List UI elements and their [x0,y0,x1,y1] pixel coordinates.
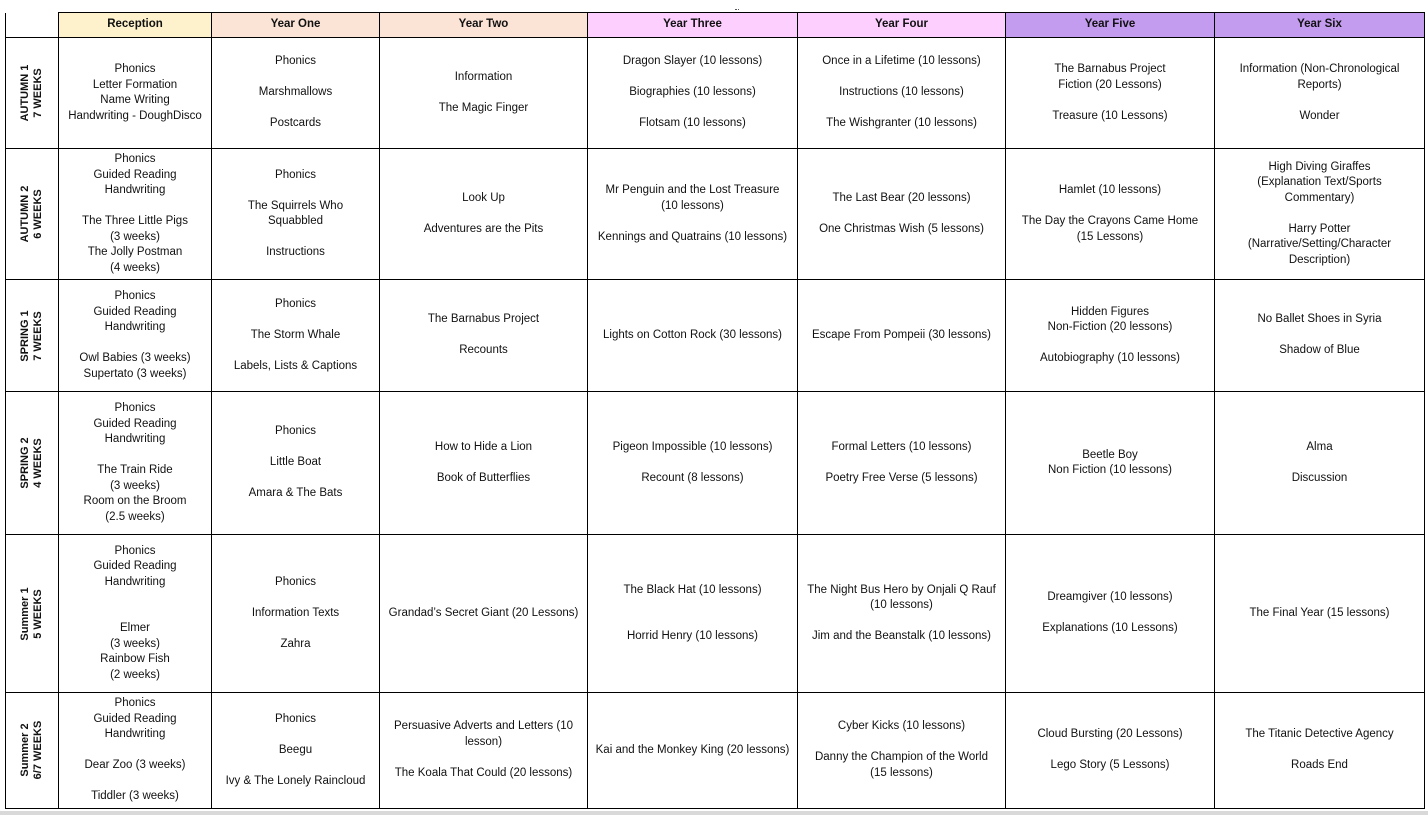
cell-line: The Wishgranter (10 lessons) [826,117,977,130]
term-label-line: 6 WEEKS [32,189,44,239]
unit-cell [380,693,588,809]
cell-line: Autobiography (10 lessons) [1040,352,1180,364]
cell-line: Look Up [462,191,505,204]
term-label [19,65,45,122]
cell-line [216,758,375,774]
cell-line: Letter Formation [92,78,178,91]
cell-line: Amara & The Bats [248,487,343,500]
term-label-cell [6,392,59,535]
cell-line: Roads End [1291,759,1348,771]
cell-line: Guided Reading [93,168,177,181]
cell-line: Phonics [275,55,316,68]
cell-line: Handwriting [104,433,166,445]
term-label-line: 7 WEEKS [32,68,44,118]
unit-cell [1215,149,1425,280]
table-row [6,280,1425,392]
term-label-cell [6,38,59,149]
cell-line: Explanations (10 Lessons) [1042,622,1178,635]
cell-line: Hamlet (10 lessons) [1058,184,1162,196]
cell-line: (2 weeks) [110,668,160,681]
cell-line [802,455,1001,471]
cell-line: Flotsam (10 lessons) [639,117,746,130]
cell-line [592,598,793,614]
cell-line: Treasure (10 Lessons) [1052,109,1168,122]
cell-line [1010,93,1210,109]
cell-line: Labels, Lists & Captions [233,359,358,372]
cell-line [1010,606,1210,622]
cell-line: Kennings and Quatrains (10 lessons) [597,230,788,243]
table-body [6,38,1425,809]
cell-line: Horrid Henry (10 lessons) [626,630,758,642]
unit-cell [1006,149,1215,280]
unit-cell [798,38,1006,149]
cell-line: Tiddler (3 weeks) [91,790,179,802]
unit-cell [212,38,380,149]
term-label-cell [6,693,59,809]
unit-cell [1006,535,1215,693]
cell-line [592,455,793,471]
cell-line: Phonics [114,697,156,709]
cell-line: Phonics [114,402,156,414]
cell-line: Description) [1288,253,1351,266]
cell-line: The Titanic Detective Agency [1245,728,1394,740]
cell-line: Instructions [266,246,325,258]
cell-line: Kai and the Monkey King (20 lessons) [595,743,790,756]
cell-line: Guided Reading [93,417,177,430]
term-label-line: 4 WEEKS [32,438,44,488]
term-label [19,587,45,640]
unit-cell [1215,38,1425,149]
cell-line [802,206,1001,222]
cell-line [384,455,583,471]
unit-cell [380,280,588,392]
unit-cell [212,392,380,535]
top-dot-mark [735,6,739,10]
cell-line [63,590,207,606]
cell-line: Guided Reading [93,712,177,725]
column-header-year-two: Year Two [380,13,588,38]
cell-line: Discussion [1291,471,1348,484]
cell-line: (Narrative/Setting/Character [1247,238,1392,251]
cell-line: Recount (8 lessons) [641,471,744,484]
column-header-year-three: Year Three [588,13,798,38]
cell-line [1219,455,1420,471]
cell-line: Reports) [1297,78,1342,91]
unit-cell [380,149,588,280]
cell-line: Lego Story (5 Lessons) [1050,759,1170,771]
cell-line: No Ballet Shoes in Syria [1257,313,1382,326]
cell-line [216,590,375,606]
cell-line: Handwriting [104,728,166,740]
unit-cell [212,149,380,280]
cell-line: Name Writing [100,94,170,106]
cell-line [216,471,375,487]
unit-cell [59,392,212,535]
cell-line [63,743,207,759]
unit-cell [1215,693,1425,809]
term-label-cell [6,149,59,280]
unit-cell [380,535,588,693]
term-label-line: AUTUMN 2 [19,185,31,243]
cell-line: Grandad’s Secret Giant (20 Lessons) [388,606,579,619]
cell-line [802,101,1001,117]
cell-line [592,614,793,630]
cell-line: Handwriting [104,321,166,333]
unit-cell [380,392,588,535]
unit-cell [59,38,212,149]
cell-line [592,101,793,117]
cell-line: The Night Bus Hero by Onjali Q Rauf [807,583,996,596]
cell-line: Guided Reading [93,560,177,573]
cell-line: The Barnabus Project [1054,63,1166,75]
cell-line [63,606,207,622]
cell-line: The Final Year (15 lessons) [1249,606,1390,619]
unit-cell [1006,392,1215,535]
cell-line [802,735,1001,751]
term-label-line: 5 WEEKS [32,588,44,639]
cell-line: The Squirrels Who [247,199,344,212]
cell-line: Handwriting [104,184,166,196]
cell-line: Guided Reading [93,305,177,318]
unit-cell [59,535,212,693]
unit-cell [1215,392,1425,535]
term-label [19,310,45,361]
cell-line: Squabbled [268,215,323,227]
cell-line [1010,336,1210,352]
unit-cell [1006,38,1215,149]
unit-cell [212,535,380,693]
unit-cell [798,693,1006,809]
cell-line: How to Hide a Lion [434,440,533,453]
cell-line: Once in a Lifetime (10 lessons) [822,55,981,68]
cell-line [1219,206,1420,222]
term-label-line: SPRING 2 [19,437,31,489]
cell-line: lesson) [464,735,503,748]
cell-line [1010,199,1210,215]
cell-line [384,206,583,222]
cell-line [384,85,583,101]
cell-line: Owl Babies (3 weeks) [79,352,191,364]
cell-line: Non Fiction (10 lessons) [1048,464,1172,476]
cell-line [216,101,375,117]
cell-line [216,70,375,86]
cell-line: Formal Letters (10 lessons) [831,440,972,453]
unit-cell [798,149,1006,280]
cell-line [802,614,1001,630]
cell-line [592,214,793,230]
cell-line: Biographies (10 lessons) [629,86,756,99]
cell-line [216,183,375,199]
unit-cell [380,38,588,149]
column-header-reception: Reception [59,13,212,38]
cell-line: (3 weeks) [110,230,160,243]
term-label-line: Summer 1 [19,586,31,641]
cell-line: Phonics [114,153,156,165]
cell-line: (Explanation Text/Sports [1257,176,1382,189]
cell-line: Room on the Broom [83,495,187,507]
cell-line: Lights on Cotton Rock (30 lessons) [603,328,782,341]
unit-cell [798,535,1006,693]
cell-line: (15 lessons) [870,766,933,779]
cell-line: (3 weeks) [110,637,160,650]
cell-line [1219,743,1420,759]
column-header-year-four: Year Four [798,13,1006,38]
term-label-line: 7 WEEKS [32,310,44,361]
cell-line: Cyber Kicks (10 lessons) [837,720,966,733]
curriculum-table [5,12,1425,809]
cell-line: Instructions (10 lessons) [839,86,964,99]
unit-cell [798,280,1006,392]
table-row [6,38,1425,149]
cell-line: Marshmallows [258,86,333,99]
bottom-scroll-area [0,811,1428,815]
cell-line [592,70,793,86]
cell-line: Persuasive Adverts and Letters (10 [394,720,573,733]
term-label [19,186,45,243]
cell-line: Dear Zoo (3 weeks) [84,759,186,771]
cell-line: Phonics [275,712,316,725]
cell-line: Recounts [459,344,508,357]
cell-line: Dragon Slayer (10 lessons) [622,55,763,68]
cell-line [216,727,375,743]
cell-line: The Storm Whale [250,328,341,341]
term-label [19,437,45,488]
term-label-line: SPRING 1 [19,309,31,362]
cell-line: Non-Fiction (20 lessons) [1047,321,1173,333]
cell-line [802,70,1001,86]
corner-cell [6,13,59,38]
cell-line: Zahra [280,637,311,650]
cell-line: Information [454,70,513,83]
cell-line: Phonics [275,425,316,438]
cell-line: Handwriting - DoughDisco [68,109,202,122]
cell-line [216,343,375,359]
table-row [6,149,1425,280]
cell-line: Beetle Boy [1082,448,1138,461]
cell-line [63,336,207,352]
unit-cell [588,535,798,693]
cell-line: Phonics [275,297,316,310]
cell-line: The Jolly Postman [87,246,183,258]
cell-line: The Koala That Could (20 lessons) [394,766,573,779]
cell-line: Beegu [278,743,313,756]
cell-line: Jim and the Beanstalk (10 lessons) [812,630,991,642]
term-label-line: 6/7 WEEKS [32,720,44,780]
cell-line: Adventures are the Pits [423,222,544,235]
table-row [6,535,1425,693]
cell-line: (4 weeks) [110,261,160,274]
cell-line [384,750,583,766]
cell-line: Cloud Bursting (20 Lessons) [1037,728,1183,740]
cell-line [1219,93,1420,109]
table-row [6,392,1425,535]
cell-line: Postcards [269,117,322,130]
unit-cell [59,693,212,809]
header-row [6,13,1425,38]
table-row [6,693,1425,809]
cell-line: Escape From Pompeii (30 lessons) [812,328,991,341]
cell-line [216,621,375,637]
cell-line: The Last Bear (20 lessons) [832,191,971,204]
cell-line: Wonder [1299,109,1340,122]
unit-cell [1215,280,1425,392]
cell-line: Shadow of Blue [1279,344,1360,357]
cell-line [216,440,375,456]
cell-line: Supertato (3 weeks) [83,367,187,380]
unit-cell [588,280,798,392]
unit-cell [1215,535,1425,693]
cell-line: Harry Potter [1288,222,1351,235]
cell-line: Phonics [275,575,316,588]
cell-line: (10 lessons) [870,599,933,611]
unit-cell [588,392,798,535]
cell-line: Phonics [114,63,156,75]
cell-line: Information (Non-Chronological [1239,63,1400,75]
cell-line: Commentary) [1284,191,1355,204]
unit-cell [1006,280,1215,392]
cell-line: (10 lessons) [661,199,724,212]
cell-line: The Barnabus Project [427,313,540,326]
unit-cell [588,693,798,809]
unit-cell [798,392,1006,535]
term-label-line: AUTUMN 1 [19,64,31,122]
cell-line: (15 Lessons) [1076,230,1144,243]
unit-cell [588,149,798,280]
term-label-cell [6,280,59,392]
cell-line: High Diving Giraffes [1268,160,1371,173]
cell-line: Mr Penguin and the Lost Treasure [605,184,780,196]
cell-line: Fiction (20 Lessons) [1058,78,1162,91]
unit-cell [1006,693,1215,809]
cell-line: Book of Butterflies [436,471,531,484]
unit-cell [59,149,212,280]
term-label-cell [6,535,59,693]
term-label [19,721,45,780]
cell-line [1219,328,1420,344]
column-header-year-five: Year Five [1006,13,1215,38]
column-header-year-six: Year Six [1215,13,1425,38]
cell-line: One Christmas Wish (5 lessons) [819,222,984,235]
cell-line: (2.5 weeks) [105,510,165,523]
unit-cell [59,280,212,392]
cell-line [1010,743,1210,759]
cell-line: Phonics [114,544,156,557]
cell-line [216,230,375,246]
cell-line: Information Texts [251,606,340,619]
curriculum-grid-container [5,12,1425,809]
cell-line: The Train Ride [97,464,173,476]
cell-line: Little Boat [269,456,322,469]
unit-cell [212,280,380,392]
cell-line: Phonics [114,290,156,302]
cell-line: The Three Little Pigs [82,215,188,227]
cell-line [63,199,207,215]
cell-line: Alma [1306,440,1333,453]
column-header-year-one: Year One [212,13,380,38]
cell-line: Pigeon Impossible (10 lessons) [612,440,773,453]
cell-line [216,312,375,328]
cell-line: Hidden Figures [1071,305,1149,318]
cell-line: (3 weeks) [110,479,160,492]
cell-line: The Day the Crayons Came Home [1021,215,1199,227]
cell-line: Phonics [275,168,316,181]
cell-line: Poetry Free Verse (5 lessons) [825,471,978,484]
cell-line: Rainbow Fish [100,653,170,666]
cell-line: The Magic Finger [438,101,529,114]
unit-cell [212,693,380,809]
cell-line: Handwriting [104,575,166,588]
cell-line [63,448,207,464]
cell-line: Dreamgiver (10 lessons) [1047,591,1173,604]
unit-cell [588,38,798,149]
cell-line: Ivy & The Lonely Raincloud [225,774,366,787]
cell-line: Danny the Champion of the World [814,751,989,764]
cell-line [63,774,207,790]
cell-line [384,328,583,344]
term-label-line: Summer 2 [19,723,31,777]
cell-line: Elmer [119,622,151,635]
cell-line: The Black Hat (10 lessons) [623,583,762,596]
